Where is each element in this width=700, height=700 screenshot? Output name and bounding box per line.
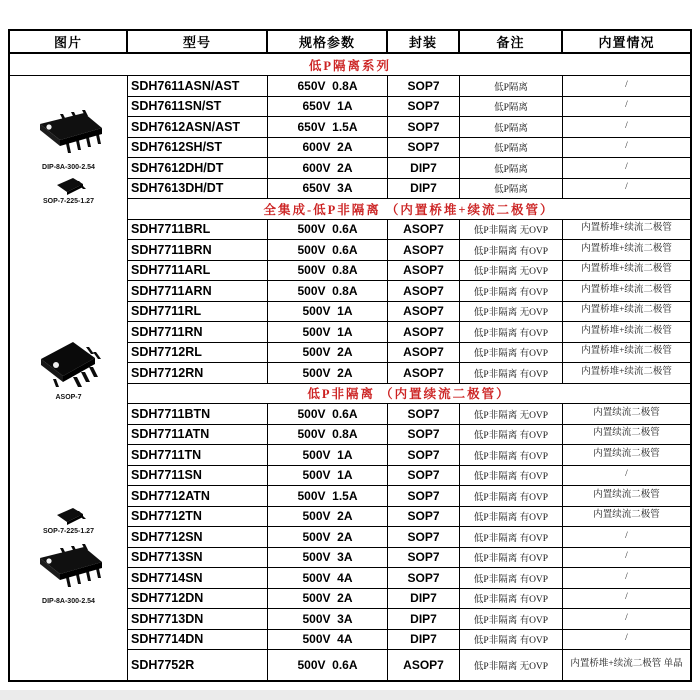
remark-cell: 低P非隔离 无OVP [460, 650, 563, 680]
builtin-cell: / [625, 182, 628, 193]
table-row [128, 322, 690, 343]
package-cell: SOP7 [388, 97, 460, 117]
spec-cell: 500V 1A [268, 322, 388, 342]
remark-cell: 低P非隔离 有OVP [460, 466, 563, 486]
package-cell: DIP7 [388, 179, 460, 199]
builtin-cell: 内置桥堆+续流二极管 [581, 284, 672, 295]
table-row [128, 404, 690, 425]
remark-cell: 低P非隔离 无OVP [460, 261, 563, 281]
spec-cell: 500V 0.8A [268, 281, 388, 301]
builtin-cell: 内置桥堆+续流二极管 [581, 325, 672, 336]
package-cell: SOP7 [388, 138, 460, 158]
model-cell: SDH7711ATN [128, 425, 268, 445]
remark-cell: 低P非隔离 有OVP [460, 589, 563, 609]
package-cell: SOP7 [388, 76, 460, 96]
spec-cell: 500V 2A [268, 343, 388, 363]
builtin-cell: / [625, 592, 628, 603]
spec-cell: 500V 1A [268, 302, 388, 322]
package-caption: DIP-8A-300-2.54 [42, 164, 95, 171]
package-cell: DIP7 [388, 630, 460, 650]
model-cell: SDH7711TN [128, 445, 268, 465]
package-caption: ASOP-7 [55, 394, 82, 401]
spec-cell: 500V 0.6A [268, 240, 388, 260]
spec-cell: 500V 0.6A [268, 220, 388, 240]
model-cell: SDH7752R [128, 650, 268, 680]
spec-cell: 500V 4A [268, 568, 388, 588]
table-row [128, 507, 690, 528]
model-cell: SDH7712RL [128, 343, 268, 363]
model-cell: SDH7711ARN [128, 281, 268, 301]
builtin-cell: 内置桥堆+续流二极管 [581, 243, 672, 254]
model-cell: SDH7712DN [128, 589, 268, 609]
builtin-cell: / [625, 141, 628, 152]
table-row [128, 527, 690, 548]
model-cell: SDH7612DH/DT [128, 158, 268, 178]
table-row [128, 240, 690, 261]
model-cell: SDH7714DN [128, 630, 268, 650]
spec-cell: 500V 3A [268, 609, 388, 629]
builtin-cell: 内置桥堆+续流二极管 [581, 223, 672, 234]
builtin-cell: / [625, 530, 628, 541]
remark-cell: 低P非隔离 有OVP [460, 630, 563, 650]
spec-cell: 650V 3A [268, 179, 388, 199]
section-title-row [128, 199, 690, 220]
table-row [128, 445, 690, 466]
remark-cell: 低P非隔离 有OVP [460, 507, 563, 527]
section-title-row [128, 384, 690, 405]
remark-cell: 低P非隔离 无OVP [460, 302, 563, 322]
table-row [128, 179, 690, 200]
section-title-row-1 [10, 54, 690, 76]
model-cell: SDH7712SN [128, 527, 268, 547]
package-cell: ASOP7 [388, 261, 460, 281]
spec-cell: 500V 0.8A [268, 425, 388, 445]
package-cell: SOP7 [388, 466, 460, 486]
builtin-cell: 内置续流二极管 [593, 448, 660, 459]
package-cell: DIP7 [388, 158, 460, 178]
package-cell: SOP7 [388, 527, 460, 547]
package-cell: SOP7 [388, 507, 460, 527]
model-cell: SDH7711ARL [128, 261, 268, 281]
table-row [128, 76, 690, 97]
sop7-package-icon [49, 506, 89, 526]
header-remark: 备注 [460, 31, 563, 52]
package-cell: ASOP7 [388, 302, 460, 322]
sop7-package-icon [49, 176, 89, 196]
builtin-cell: 内置续流二极管 [593, 407, 660, 418]
spec-cell: 650V 0.8A [268, 76, 388, 96]
spec-cell: 500V 1A [268, 445, 388, 465]
asop7-package-icon [31, 334, 107, 392]
package-cell: SOP7 [388, 425, 460, 445]
builtin-cell: 内置续流二极管 [593, 489, 660, 500]
table-row [128, 220, 690, 241]
spec-cell: 500V 1A [268, 466, 388, 486]
table-row [128, 630, 690, 651]
model-cell: SDH7711RN [128, 322, 268, 342]
spec-cell: 650V 1.5A [268, 117, 388, 137]
remark-cell: 低P非隔离 有OVP [460, 363, 563, 383]
table-row [128, 466, 690, 487]
model-cell: SDH7612SH/ST [128, 138, 268, 158]
builtin-cell: 内置续流二极管 [593, 510, 660, 521]
remark-cell: 低P非隔离 有OVP [460, 486, 563, 506]
package-figure-asop7 [14, 334, 124, 401]
spec-cell: 600V 2A [268, 138, 388, 158]
remark-cell: 低P非隔离 有OVP [460, 609, 563, 629]
package-caption: SOP-7-225-1.27 [43, 528, 94, 535]
model-cell: SDH7711SN [128, 466, 268, 486]
spec-cell: 500V 0.6A [268, 650, 388, 680]
package-cell: SOP7 [388, 486, 460, 506]
spec-cell: 500V 2A [268, 527, 388, 547]
table-rows-container [128, 76, 690, 680]
spec-cell: 500V 0.6A [268, 404, 388, 424]
remark-cell: 低P隔离 [460, 117, 563, 137]
package-cell: SOP7 [388, 404, 460, 424]
remark-cell: 低P非隔离 有OVP [460, 240, 563, 260]
table-row [128, 568, 690, 589]
table-row [128, 609, 690, 630]
table-row [128, 117, 690, 138]
package-cell: ASOP7 [388, 363, 460, 383]
builtin-cell: 内置桥堆+续流二极管 单晶 [570, 659, 683, 670]
package-figure-sop7-top [14, 176, 124, 205]
package-cell: ASOP7 [388, 343, 460, 363]
model-cell: SDH7612ASN/AST [128, 117, 268, 137]
package-figure-dip8-bottom [14, 542, 124, 605]
header-package: 封装 [388, 31, 460, 52]
remark-cell: 低P非隔离 有OVP [460, 548, 563, 568]
dip8-package-icon [30, 542, 108, 596]
spec-cell: 500V 2A [268, 363, 388, 383]
remark-cell: 低P隔离 [460, 138, 563, 158]
package-cell: DIP7 [388, 589, 460, 609]
table-row [128, 261, 690, 282]
remark-cell: 低P非隔离 有OVP [460, 281, 563, 301]
package-caption: SOP-7-225-1.27 [43, 198, 94, 205]
spec-cell: 600V 2A [268, 158, 388, 178]
spec-cell: 500V 3A [268, 548, 388, 568]
dip8-package-icon [30, 108, 108, 162]
table-row [128, 548, 690, 569]
builtin-cell: / [625, 469, 628, 480]
product-spec-table [8, 29, 692, 682]
remark-cell: 低P隔离 [460, 76, 563, 96]
remark-cell: 低P非隔离 有OVP [460, 343, 563, 363]
spec-cell: 500V 0.8A [268, 261, 388, 281]
header-image: 图片 [10, 31, 128, 52]
table-row [128, 425, 690, 446]
model-cell: SDH7713DN [128, 609, 268, 629]
builtin-cell: / [625, 571, 628, 582]
section-title-label: 全集成-低P非隔离 （内置桥堆+续流二极管） [263, 202, 555, 217]
builtin-cell: / [625, 161, 628, 172]
table-row [128, 486, 690, 507]
model-cell: SDH7712ATN [128, 486, 268, 506]
model-cell: SDH7712RN [128, 363, 268, 383]
remark-cell: 低P非隔离 无OVP [460, 404, 563, 424]
package-cell: ASOP7 [388, 240, 460, 260]
remark-cell: 低P隔离 [460, 158, 563, 178]
builtin-cell: / [625, 612, 628, 623]
package-cell: SOP7 [388, 548, 460, 568]
builtin-cell: / [625, 100, 628, 111]
package-figure-sop7-bottom [14, 506, 124, 535]
package-cell: DIP7 [388, 609, 460, 629]
model-cell: SDH7712TN [128, 507, 268, 527]
spec-cell: 500V 1.5A [268, 486, 388, 506]
spec-cell: 500V 2A [268, 507, 388, 527]
remark-cell: 低P非隔离 有OVP [460, 527, 563, 547]
table-row [128, 363, 690, 384]
model-cell: SDH7711RL [128, 302, 268, 322]
package-image-column [10, 76, 128, 680]
builtin-cell: 内置桥堆+续流二极管 [581, 264, 672, 275]
model-cell: SDH7714SN [128, 568, 268, 588]
remark-cell: 低P非隔离 有OVP [460, 568, 563, 588]
builtin-cell: / [625, 120, 628, 131]
package-cell: ASOP7 [388, 220, 460, 240]
table-row [128, 158, 690, 179]
builtin-cell: / [625, 633, 628, 644]
package-cell: SOP7 [388, 117, 460, 137]
builtin-cell: 内置桥堆+续流二极管 [581, 305, 672, 316]
page-footer-band [0, 690, 700, 700]
model-cell: SDH7613DH/DT [128, 179, 268, 199]
model-cell: SDH7711BRL [128, 220, 268, 240]
header-model: 型号 [128, 31, 268, 52]
package-cell: ASOP7 [388, 281, 460, 301]
spec-cell: 500V 2A [268, 589, 388, 609]
package-cell: SOP7 [388, 568, 460, 588]
table-header-row [10, 31, 690, 54]
package-cell: ASOP7 [388, 650, 460, 680]
builtin-cell: 内置续流二极管 [593, 428, 660, 439]
builtin-cell: 内置桥堆+续流二极管 [581, 346, 672, 357]
table-row [128, 650, 690, 680]
model-cell: SDH7711BRN [128, 240, 268, 260]
table-row [128, 281, 690, 302]
package-caption: DIP-8A-300-2.54 [42, 598, 95, 605]
table-row [128, 589, 690, 610]
remark-cell: 低P非隔离 有OVP [460, 322, 563, 342]
table-row [128, 343, 690, 364]
remark-cell: 低P非隔离 有OVP [460, 425, 563, 445]
package-figure-dip8-top [14, 108, 124, 171]
spec-cell: 650V 1A [268, 97, 388, 117]
table-row [128, 138, 690, 159]
builtin-cell: / [625, 79, 628, 90]
table-row [128, 302, 690, 323]
remark-cell: 低P非隔离 无OVP [460, 220, 563, 240]
model-cell: SDH7611ASN/AST [128, 76, 268, 96]
remark-cell: 低P隔离 [460, 179, 563, 199]
builtin-cell: 内置桥堆+续流二极管 [581, 366, 672, 377]
model-cell: SDH7713SN [128, 548, 268, 568]
builtin-cell: / [625, 551, 628, 562]
header-builtin: 内置情况 [598, 35, 655, 50]
section-title-label: 低P非隔离 （内置续流二极管） [307, 387, 511, 402]
package-cell: ASOP7 [388, 322, 460, 342]
header-spec: 规格参数 [268, 31, 388, 52]
remark-cell: 低P隔离 [460, 97, 563, 117]
model-cell: SDH7711BTN [128, 404, 268, 424]
table-row [128, 97, 690, 118]
package-cell: SOP7 [388, 445, 460, 465]
spec-cell: 500V 4A [268, 630, 388, 650]
table-body [10, 76, 690, 680]
model-cell: SDH7611SN/ST [128, 97, 268, 117]
remark-cell: 低P非隔离 有OVP [460, 445, 563, 465]
section-title-label: 低P隔离系列 [308, 58, 392, 73]
